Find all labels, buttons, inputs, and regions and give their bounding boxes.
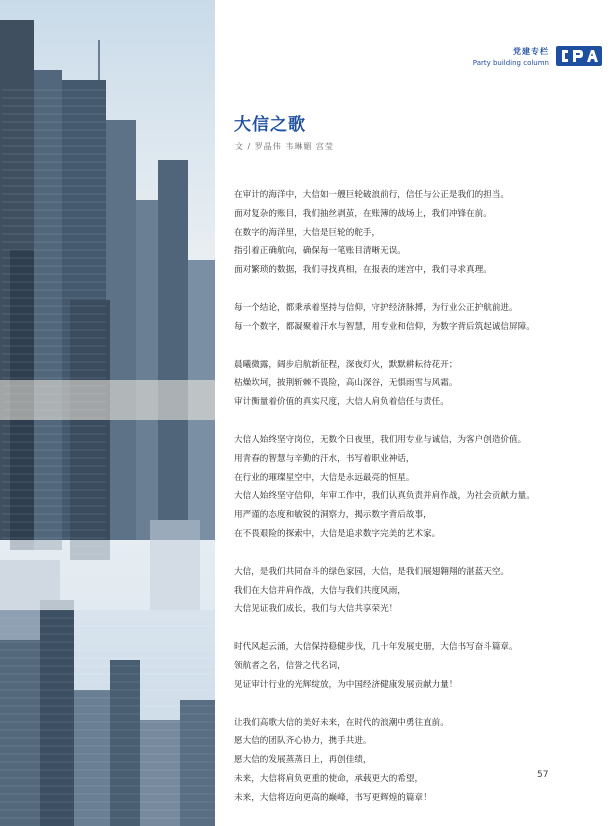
building — [74, 690, 110, 826]
city-skyline-photo — [0, 0, 215, 826]
poem-line: 大信，是我们共同奋斗的绿色家园，大信，是我们展翅翱翔的湛蓝天空。 — [234, 566, 510, 577]
poem-line: 时代风起云涌，大信保持稳健步伐，几十年发展史册，大信书写奋斗篇章。 — [234, 642, 518, 653]
poem-line: 在不畏艰险的探索中，大信是追求数字完美的艺术家。 — [234, 528, 441, 539]
poem-line: 枯燥坎坷，披荆斩棘不畏险，高山深谷，无惧雨雪与风霜。 — [234, 378, 458, 389]
poem-line: 晨曦微露，阔步启航新征程，深夜灯火，默默耕耘待花开； — [234, 359, 458, 370]
section-header — [473, 47, 549, 68]
poem-line: 未来，大信将迈向更高的巅峰，书写更辉煌的篇章！ — [234, 792, 432, 803]
stanza-gap — [234, 619, 594, 638]
poem-line: 愿大信的团队齐心协力，携手共进。 — [234, 736, 372, 747]
poem-line: 在行业的璀璨星空中，大信是永远最亮的恒星。 — [234, 472, 415, 483]
section-title-cn: 党建专栏 — [513, 47, 549, 56]
poem-line: 让我们高歌大信的美好未来，在时代的浪潮中勇往直前。 — [234, 717, 449, 728]
poem-line: 指引着正确航向，确保每一笔账目清晰无误。 — [234, 246, 406, 257]
poem-line: 每一个数字，都凝聚着汗水与智慧，用专业和信仰，为数字背后筑起诚信屏障。 — [234, 321, 535, 332]
article-title: 大信之歌 — [234, 115, 306, 135]
poem-line: 审计衡量着价值的真实尺度，大信人肩负着信任与责任。 — [234, 397, 449, 408]
building — [110, 660, 140, 826]
stanza-gap — [234, 412, 594, 431]
building — [136, 200, 158, 540]
poem-body — [234, 186, 594, 808]
building — [158, 160, 188, 550]
light-band — [0, 380, 215, 420]
poem-line: 我们在大信并肩作战，大信与我们共度风雨， — [234, 585, 406, 596]
skyline-illustration — [0, 0, 215, 826]
poem-line: 面对复杂的账目，我们抽丝剥茧，在账簿的战场上，我们冲锋在前。 — [234, 208, 492, 219]
poem-line: 每一个结论，都秉承着坚持与信仰，守护经济脉搏，为行业公正护航前进。 — [234, 302, 518, 313]
poem-line: 大信人始终坚守岗位，无数个日夜里，我们用专业与诚信，为客户创造价值。 — [234, 434, 527, 445]
article-byline: 文 / 罗晶伟 韦琳媚 宫莹 — [235, 142, 334, 151]
poem-line: 见证审计行业的光辉绽放，为中国经济健康发展贡献力量！ — [234, 679, 458, 690]
page-number: 57 — [537, 770, 549, 780]
poem-line: 用青春的智慧与辛勤的汗水，书写着职业神话， — [234, 453, 415, 464]
poem-line: 大信人始终坚守信仰，年审工作中，我们认真负责并肩作战，为社会贡献力量。 — [234, 491, 535, 502]
stanza-gap — [234, 695, 594, 714]
poem-line: 面对繁琐的数据，我们寻找真相，在报表的迷宫中，我们寻求真理。 — [234, 265, 492, 276]
poem-line: 领航者之名，信誉之代名词， — [234, 660, 346, 671]
poem-line: 在数字的海洋里，大信是巨轮的舵手， — [234, 227, 381, 238]
building — [70, 300, 110, 560]
section-title-en: Party building column — [472, 59, 549, 67]
mist-band — [0, 540, 215, 610]
building — [0, 640, 40, 826]
stanza-gap — [234, 544, 594, 563]
stanza-gap — [234, 337, 594, 356]
cpa-logo-icon — [556, 45, 602, 67]
poem-line: 未来，大信将肩负更重的使命，承载更大的希望， — [234, 773, 424, 784]
poem-line: 在审计的海洋中，大信如一艘巨轮破浪前行，信任与公正是我们的担当。 — [234, 190, 510, 200]
poem-line: 用严谨的态度和敏锐的洞察力，揭示数字背后故事， — [234, 510, 432, 521]
building — [34, 70, 62, 550]
poem-line: 大信见证我们成长，我们与大信共享荣光！ — [234, 604, 398, 615]
tower-spire — [98, 40, 100, 80]
stanza-gap — [234, 280, 594, 299]
building — [106, 120, 136, 540]
building — [180, 700, 215, 826]
poem-line: 愿大信的发展蒸蒸日上，再创佳绩， — [234, 755, 372, 766]
